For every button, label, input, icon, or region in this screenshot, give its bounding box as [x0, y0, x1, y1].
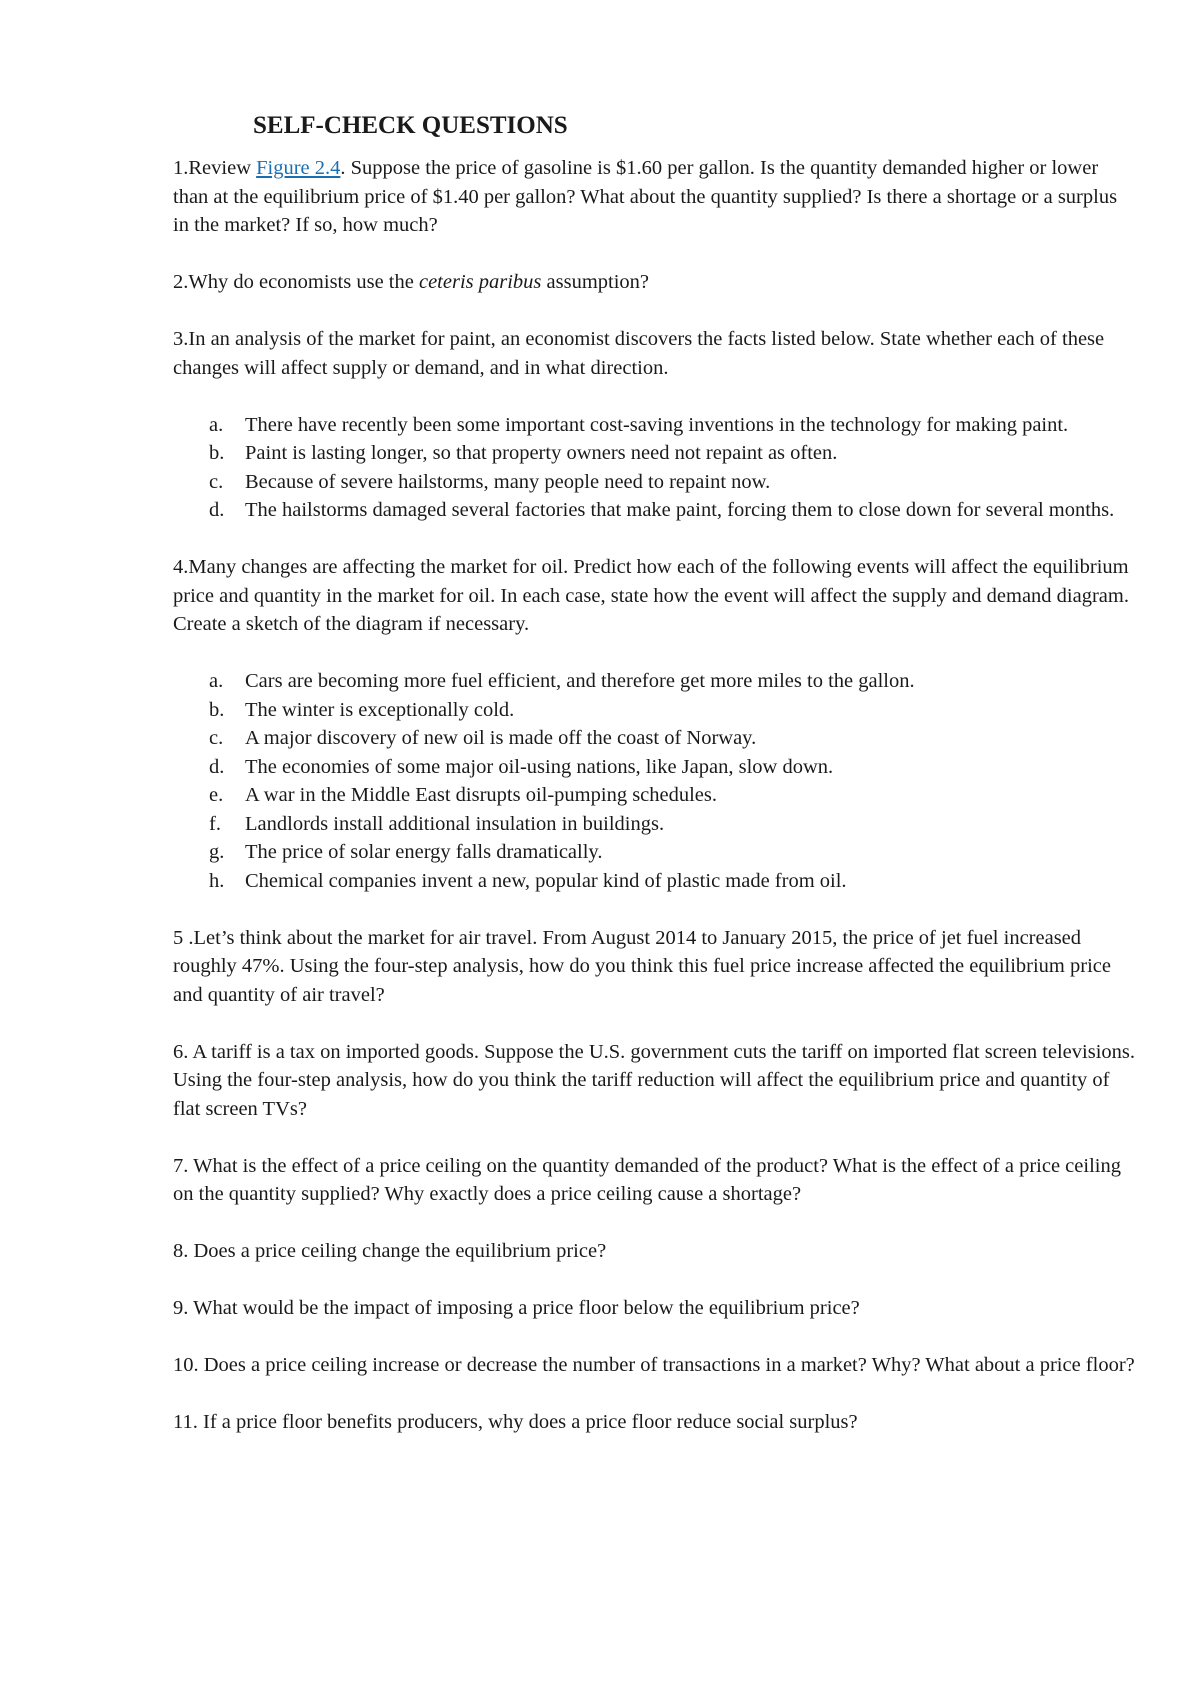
question-2-prefix: 2.Why do economists use the	[173, 271, 419, 293]
list-item	[173, 411, 1138, 440]
list-item-text: Cars are becoming more fuel efficient, and therefore get more miles to the gallon.	[245, 670, 915, 692]
list-item-text: A war in the Middle East disrupts oil-pumping schedules.	[245, 784, 718, 806]
question-5: 5 .Let’s think about the market for air travel. From August 2014 to January 2015, the price of jet fuel increased roughly 47%. Using the four-step analysis, how do you think this fuel price increase affected the equilibrium price and quantity of air travel?	[173, 926, 1111, 1006]
list-item	[173, 667, 1138, 696]
question-1-prefix: 1.Review	[173, 157, 257, 179]
list-item-text: The price of solar energy falls dramatically.	[245, 841, 603, 863]
list-item-text: The economies of some major oil-using nations, like Japan, slow down.	[245, 755, 834, 778]
list-item-label: c.	[209, 727, 224, 749]
question-3: 3.In an analysis of the market for paint, an economist discovers the facts listed below. State whether each of these changes will affect supply or demand, and in what direction.	[173, 328, 1105, 379]
list-item	[173, 810, 1138, 839]
list-item-text: There have recently been some important cost-saving inventions in the technology for making paint.	[245, 413, 1069, 436]
question-4-list	[173, 667, 1138, 895]
list-item-text: Paint is lasting longer, so that property owners need not repaint as often.	[245, 442, 838, 464]
list-item-label: g.	[209, 841, 225, 863]
list-item	[173, 867, 1138, 896]
question-8: 8. Does a price ceiling change the equilibrium price?	[173, 1240, 607, 1262]
list-item-label: a.	[209, 413, 224, 436]
question-2-suffix: assumption?	[541, 271, 650, 293]
list-item-text: Chemical companies invent a new, popular kind of plastic made from oil.	[245, 869, 847, 892]
list-item-label: c.	[209, 470, 224, 493]
question-4: 4.Many changes are affecting the market for oil. Predict how each of the following events will affect the equilibrium price and quantity in the market for oil. In each case, state how the event will affect the supply and demand diagram. Create a sketch of the diagram if necessary.	[173, 556, 1129, 635]
list-item-text: A major discovery of new oil is made off the coast of Norway.	[245, 727, 757, 749]
page-title: SELF-CHECK QUESTIONS	[253, 112, 568, 139]
question-1-text: . Suppose the price of gasoline is $1.60 per gallon. Is the quantity demanded higher or lower than at the equilibrium price of $1.40 per gallon? What about the quantity supplied? Is there a shortage or a surplus in the market? If so, how much?	[173, 157, 1118, 236]
list-item-text: Landlords install additional insulation in buildings.	[245, 812, 665, 835]
list-item-label: a.	[209, 670, 224, 692]
list-item	[173, 781, 1138, 810]
question-9: 9. What would be the impact of imposing a price floor below the equilibrium price?	[173, 1297, 860, 1319]
list-item-label: b.	[209, 698, 225, 721]
list-item	[173, 724, 1138, 753]
list-item	[173, 468, 1138, 497]
list-item-label: d.	[209, 755, 225, 778]
list-item-text: Because of severe hailstorms, many people need to repaint now.	[245, 470, 771, 493]
question-1	[173, 154, 1138, 240]
list-item-label: h.	[209, 869, 225, 892]
list-item	[173, 838, 1138, 867]
question-10: 10. Does a price ceiling increase or decrease the number of transactions in a market? Why? What about a price floor?	[173, 1354, 1135, 1376]
list-item-label: d.	[209, 499, 225, 521]
question-2	[173, 268, 1138, 297]
list-item-label: e.	[209, 784, 224, 806]
question-7: 7. What is the effect of a price ceiling on the quantity demanded of the product? What is the effect of a price ceiling on the quantity supplied? Why exactly does a price ceiling cause a shortage?	[173, 1154, 1121, 1205]
list-item-text: The winter is exceptionally cold.	[245, 698, 515, 721]
document-page	[173, 110, 1138, 1465]
list-item-label: b.	[209, 442, 225, 464]
question-3-list	[173, 411, 1138, 525]
list-item	[173, 496, 1138, 525]
list-item-text: The hailstorms damaged several factories that make paint, forcing them to close down for several months.	[245, 499, 1115, 521]
question-2-italic: ceteris paribus	[418, 271, 542, 293]
list-item-label: f.	[209, 812, 221, 835]
list-item	[173, 753, 1138, 782]
list-item	[173, 696, 1138, 725]
figure-2-4-link[interactable]: Figure 2.4	[256, 157, 341, 179]
list-item	[173, 439, 1138, 468]
question-11: 11. If a price floor benefits producers, why does a price floor reduce social surplus?	[173, 1411, 858, 1433]
question-6: 6. A tariff is a tax on imported goods. Suppose the U.S. government cuts the tariff on imported flat screen televisions. Using the four-step analysis, how do you think the tariff reduction will affect the equilibrium price and quantity of flat screen TVs?	[173, 1040, 1135, 1120]
